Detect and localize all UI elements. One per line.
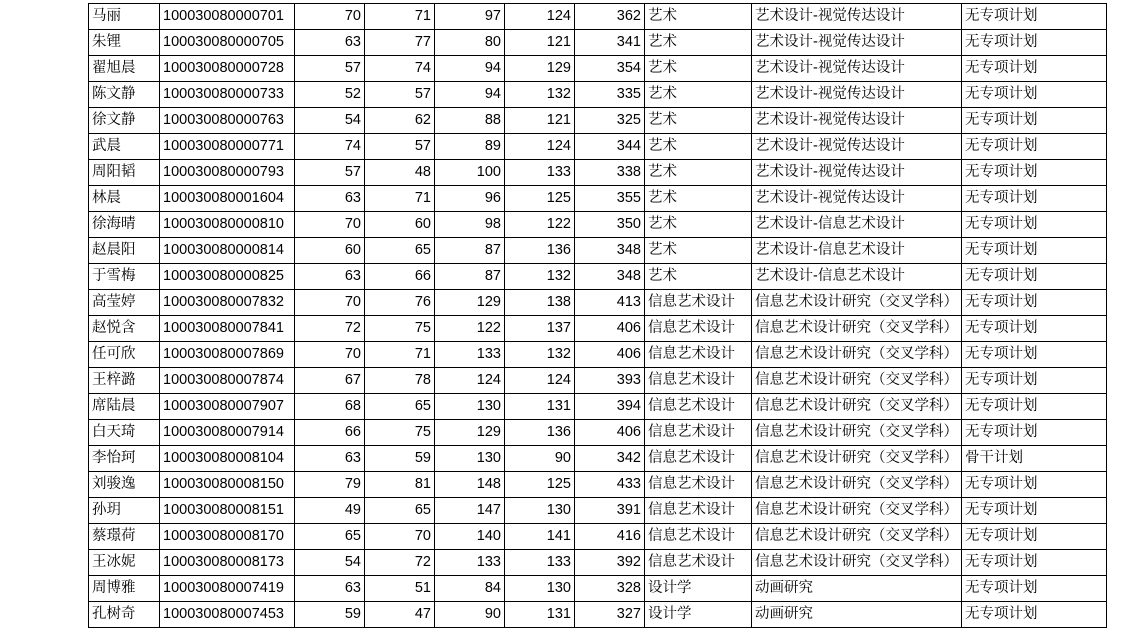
cell-name: 王梓潞 (89, 368, 160, 394)
cell-direction: 艺术设计-视觉传达设计 (752, 134, 962, 160)
cell-score-1: 59 (295, 602, 365, 628)
cell-direction: 信息艺术设计研究（交叉学科） (752, 290, 962, 316)
cell-plan: 无专项计划 (962, 134, 1107, 160)
cell-total: 335 (575, 82, 645, 108)
cell-score-3: 84 (435, 576, 505, 602)
cell-plan: 无专项计划 (962, 264, 1107, 290)
cell-major: 艺术 (645, 264, 752, 290)
cell-score-2: 65 (365, 498, 435, 524)
cell-score-1: 67 (295, 368, 365, 394)
cell-score-3: 147 (435, 498, 505, 524)
cell-plan: 无专项计划 (962, 576, 1107, 602)
cell-major: 信息艺术设计 (645, 290, 752, 316)
table-row (89, 108, 1107, 134)
cell-candidate-id: 100030080000814 (160, 238, 295, 264)
cell-plan: 无专项计划 (962, 290, 1107, 316)
cell-score-4: 132 (505, 342, 575, 368)
table-row (89, 56, 1107, 82)
cell-total: 391 (575, 498, 645, 524)
cell-score-2: 71 (365, 186, 435, 212)
table-row (89, 82, 1107, 108)
cell-major: 艺术 (645, 56, 752, 82)
cell-score-1: 49 (295, 498, 365, 524)
cell-candidate-id: 100030080007907 (160, 394, 295, 420)
cell-plan: 无专项计划 (962, 160, 1107, 186)
cell-plan: 无专项计划 (962, 316, 1107, 342)
cell-score-1: 54 (295, 550, 365, 576)
cell-score-2: 60 (365, 212, 435, 238)
cell-major: 信息艺术设计 (645, 472, 752, 498)
cell-total: 362 (575, 4, 645, 30)
cell-direction: 信息艺术设计研究（交叉学科） (752, 498, 962, 524)
cell-direction: 艺术设计-视觉传达设计 (752, 186, 962, 212)
cell-score-1: 57 (295, 160, 365, 186)
cell-score-1: 63 (295, 30, 365, 56)
score-table-container (88, 3, 1107, 628)
cell-major: 艺术 (645, 134, 752, 160)
cell-score-2: 59 (365, 446, 435, 472)
cell-score-4: 125 (505, 472, 575, 498)
cell-score-2: 77 (365, 30, 435, 56)
cell-major: 艺术 (645, 30, 752, 56)
cell-candidate-id: 100030080008170 (160, 524, 295, 550)
cell-score-4: 122 (505, 212, 575, 238)
cell-candidate-id: 100030080000728 (160, 56, 295, 82)
cell-score-4: 124 (505, 368, 575, 394)
table-row (89, 576, 1107, 602)
cell-score-1: 60 (295, 238, 365, 264)
cell-name: 刘骏逸 (89, 472, 160, 498)
cell-total: 348 (575, 264, 645, 290)
cell-score-1: 52 (295, 82, 365, 108)
cell-total: 344 (575, 134, 645, 160)
cell-name: 任可欣 (89, 342, 160, 368)
cell-major: 艺术 (645, 108, 752, 134)
cell-score-2: 51 (365, 576, 435, 602)
table-row (89, 30, 1107, 56)
cell-score-3: 98 (435, 212, 505, 238)
cell-name: 武晨 (89, 134, 160, 160)
table-row (89, 472, 1107, 498)
cell-name: 席陆晨 (89, 394, 160, 420)
cell-score-3: 97 (435, 4, 505, 30)
cell-score-2: 57 (365, 134, 435, 160)
cell-direction: 信息艺术设计研究（交叉学科） (752, 368, 962, 394)
cell-score-3: 88 (435, 108, 505, 134)
cell-candidate-id: 100030080000810 (160, 212, 295, 238)
table-row (89, 186, 1107, 212)
cell-score-3: 133 (435, 342, 505, 368)
table-row (89, 238, 1107, 264)
cell-score-2: 78 (365, 368, 435, 394)
cell-major: 信息艺术设计 (645, 368, 752, 394)
cell-score-3: 80 (435, 30, 505, 56)
table-row (89, 264, 1107, 290)
cell-score-3: 87 (435, 264, 505, 290)
cell-name: 赵悦含 (89, 316, 160, 342)
cell-score-4: 121 (505, 108, 575, 134)
cell-candidate-id: 100030080000733 (160, 82, 295, 108)
table-row (89, 420, 1107, 446)
cell-candidate-id: 100030080000701 (160, 4, 295, 30)
cell-score-1: 70 (295, 342, 365, 368)
table-row (89, 368, 1107, 394)
cell-name: 徐文静 (89, 108, 160, 134)
cell-total: 342 (575, 446, 645, 472)
cell-major: 信息艺术设计 (645, 394, 752, 420)
cell-major: 艺术 (645, 212, 752, 238)
table-row (89, 134, 1107, 160)
table-row (89, 4, 1107, 30)
cell-direction: 艺术设计-视觉传达设计 (752, 160, 962, 186)
cell-candidate-id: 100030080000763 (160, 108, 295, 134)
cell-candidate-id: 100030080000705 (160, 30, 295, 56)
cell-name: 白天琦 (89, 420, 160, 446)
cell-score-4: 132 (505, 264, 575, 290)
cell-candidate-id: 100030080007869 (160, 342, 295, 368)
cell-plan: 无专项计划 (962, 4, 1107, 30)
cell-plan: 无专项计划 (962, 524, 1107, 550)
cell-candidate-id: 100030080008104 (160, 446, 295, 472)
cell-score-3: 130 (435, 446, 505, 472)
table-row (89, 498, 1107, 524)
cell-score-4: 129 (505, 56, 575, 82)
cell-score-1: 66 (295, 420, 365, 446)
cell-score-1: 68 (295, 394, 365, 420)
cell-score-3: 133 (435, 550, 505, 576)
cell-score-4: 125 (505, 186, 575, 212)
cell-name: 孙玥 (89, 498, 160, 524)
cell-score-3: 90 (435, 602, 505, 628)
cell-direction: 艺术设计-视觉传达设计 (752, 30, 962, 56)
cell-plan: 无专项计划 (962, 498, 1107, 524)
cell-total: 406 (575, 420, 645, 446)
cell-major: 信息艺术设计 (645, 498, 752, 524)
cell-direction: 艺术设计-视觉传达设计 (752, 108, 962, 134)
cell-score-2: 70 (365, 524, 435, 550)
cell-direction: 艺术设计-视觉传达设计 (752, 56, 962, 82)
cell-score-3: 129 (435, 420, 505, 446)
cell-score-3: 124 (435, 368, 505, 394)
cell-candidate-id: 100030080008173 (160, 550, 295, 576)
cell-score-1: 74 (295, 134, 365, 160)
cell-name: 李怡珂 (89, 446, 160, 472)
cell-direction: 艺术设计-信息艺术设计 (752, 212, 962, 238)
cell-score-2: 72 (365, 550, 435, 576)
cell-plan: 无专项计划 (962, 108, 1107, 134)
admission-score-table (88, 3, 1107, 628)
cell-total: 325 (575, 108, 645, 134)
cell-direction: 动画研究 (752, 576, 962, 602)
cell-score-1: 54 (295, 108, 365, 134)
cell-major: 信息艺术设计 (645, 420, 752, 446)
cell-plan: 无专项计划 (962, 82, 1107, 108)
cell-name: 朱锂 (89, 30, 160, 56)
cell-score-1: 70 (295, 290, 365, 316)
cell-direction: 艺术设计-视觉传达设计 (752, 82, 962, 108)
cell-plan: 无专项计划 (962, 472, 1107, 498)
table-row (89, 160, 1107, 186)
cell-score-1: 79 (295, 472, 365, 498)
cell-total: 406 (575, 316, 645, 342)
cell-score-4: 132 (505, 82, 575, 108)
cell-direction: 信息艺术设计研究（交叉学科） (752, 316, 962, 342)
cell-score-2: 71 (365, 4, 435, 30)
cell-name: 于雪梅 (89, 264, 160, 290)
cell-score-2: 57 (365, 82, 435, 108)
cell-score-2: 75 (365, 420, 435, 446)
cell-name: 翟旭晨 (89, 56, 160, 82)
cell-score-2: 48 (365, 160, 435, 186)
cell-candidate-id: 100030080007419 (160, 576, 295, 602)
cell-direction: 信息艺术设计研究（交叉学科） (752, 394, 962, 420)
cell-plan: 无专项计划 (962, 212, 1107, 238)
cell-score-2: 75 (365, 316, 435, 342)
cell-score-1: 63 (295, 186, 365, 212)
cell-major: 艺术 (645, 4, 752, 30)
cell-direction: 信息艺术设计研究（交叉学科） (752, 420, 962, 446)
cell-total: 338 (575, 160, 645, 186)
cell-plan: 无专项计划 (962, 56, 1107, 82)
cell-score-3: 122 (435, 316, 505, 342)
cell-candidate-id: 100030080007453 (160, 602, 295, 628)
cell-plan: 无专项计划 (962, 368, 1107, 394)
cell-candidate-id: 100030080007874 (160, 368, 295, 394)
cell-score-4: 133 (505, 550, 575, 576)
cell-total: 354 (575, 56, 645, 82)
cell-candidate-id: 100030080007841 (160, 316, 295, 342)
cell-total: 394 (575, 394, 645, 420)
cell-score-2: 65 (365, 394, 435, 420)
cell-score-1: 70 (295, 212, 365, 238)
cell-major: 设计学 (645, 576, 752, 602)
cell-total: 327 (575, 602, 645, 628)
cell-total: 355 (575, 186, 645, 212)
cell-name: 赵晨阳 (89, 238, 160, 264)
cell-score-2: 47 (365, 602, 435, 628)
cell-score-3: 87 (435, 238, 505, 264)
cell-major: 信息艺术设计 (645, 342, 752, 368)
cell-total: 328 (575, 576, 645, 602)
cell-score-4: 141 (505, 524, 575, 550)
cell-total: 433 (575, 472, 645, 498)
cell-name: 王冰妮 (89, 550, 160, 576)
cell-major: 艺术 (645, 186, 752, 212)
cell-name: 周博雅 (89, 576, 160, 602)
table-row (89, 446, 1107, 472)
cell-direction: 信息艺术设计研究（交叉学科） (752, 524, 962, 550)
table-row (89, 290, 1107, 316)
cell-direction: 信息艺术设计研究（交叉学科） (752, 472, 962, 498)
cell-score-3: 129 (435, 290, 505, 316)
cell-name: 孔树奇 (89, 602, 160, 628)
cell-score-3: 94 (435, 56, 505, 82)
cell-score-4: 138 (505, 290, 575, 316)
cell-name: 蔡璟荷 (89, 524, 160, 550)
cell-total: 413 (575, 290, 645, 316)
cell-total: 393 (575, 368, 645, 394)
cell-score-4: 124 (505, 134, 575, 160)
table-row (89, 394, 1107, 420)
cell-name: 林晨 (89, 186, 160, 212)
cell-score-3: 148 (435, 472, 505, 498)
cell-score-2: 76 (365, 290, 435, 316)
cell-score-1: 57 (295, 56, 365, 82)
cell-score-1: 63 (295, 264, 365, 290)
cell-major: 信息艺术设计 (645, 446, 752, 472)
cell-score-1: 72 (295, 316, 365, 342)
cell-score-1: 63 (295, 446, 365, 472)
cell-score-4: 133 (505, 160, 575, 186)
cell-score-1: 70 (295, 4, 365, 30)
cell-total: 406 (575, 342, 645, 368)
table-row (89, 524, 1107, 550)
cell-plan: 无专项计划 (962, 342, 1107, 368)
cell-score-4: 136 (505, 238, 575, 264)
table-row (89, 550, 1107, 576)
cell-score-3: 89 (435, 134, 505, 160)
cell-plan: 骨干计划 (962, 446, 1107, 472)
cell-total: 416 (575, 524, 645, 550)
cell-score-3: 94 (435, 82, 505, 108)
cell-total: 350 (575, 212, 645, 238)
cell-major: 设计学 (645, 602, 752, 628)
cell-candidate-id: 100030080000793 (160, 160, 295, 186)
cell-score-3: 100 (435, 160, 505, 186)
cell-total: 348 (575, 238, 645, 264)
table-row (89, 212, 1107, 238)
cell-plan: 无专项计划 (962, 550, 1107, 576)
table-row (89, 316, 1107, 342)
cell-candidate-id: 100030080000825 (160, 264, 295, 290)
cell-score-3: 130 (435, 394, 505, 420)
cell-direction: 信息艺术设计研究（交叉学科） (752, 550, 962, 576)
cell-major: 信息艺术设计 (645, 524, 752, 550)
cell-major: 艺术 (645, 160, 752, 186)
cell-plan: 无专项计划 (962, 394, 1107, 420)
table-body (89, 4, 1107, 628)
cell-candidate-id: 100030080007914 (160, 420, 295, 446)
cell-plan: 无专项计划 (962, 186, 1107, 212)
cell-candidate-id: 100030080001604 (160, 186, 295, 212)
cell-candidate-id: 100030080008150 (160, 472, 295, 498)
cell-score-4: 130 (505, 576, 575, 602)
cell-name: 陈文静 (89, 82, 160, 108)
cell-major: 艺术 (645, 82, 752, 108)
cell-direction: 信息艺术设计研究（交叉学科） (752, 342, 962, 368)
cell-name: 高莹婷 (89, 290, 160, 316)
cell-major: 信息艺术设计 (645, 316, 752, 342)
cell-score-4: 131 (505, 394, 575, 420)
cell-score-3: 96 (435, 186, 505, 212)
cell-score-4: 121 (505, 30, 575, 56)
cell-candidate-id: 100030080000771 (160, 134, 295, 160)
cell-score-1: 63 (295, 576, 365, 602)
cell-plan: 无专项计划 (962, 238, 1107, 264)
cell-score-2: 81 (365, 472, 435, 498)
cell-plan: 无专项计划 (962, 420, 1107, 446)
cell-score-2: 65 (365, 238, 435, 264)
cell-score-4: 137 (505, 316, 575, 342)
cell-score-2: 74 (365, 56, 435, 82)
cell-direction: 艺术设计-视觉传达设计 (752, 4, 962, 30)
cell-score-4: 90 (505, 446, 575, 472)
cell-name: 马丽 (89, 4, 160, 30)
cell-candidate-id: 100030080008151 (160, 498, 295, 524)
cell-plan: 无专项计划 (962, 30, 1107, 56)
cell-direction: 艺术设计-信息艺术设计 (752, 238, 962, 264)
cell-candidate-id: 100030080007832 (160, 290, 295, 316)
cell-total: 392 (575, 550, 645, 576)
cell-direction: 动画研究 (752, 602, 962, 628)
cell-plan: 无专项计划 (962, 602, 1107, 628)
cell-direction: 信息艺术设计研究（交叉学科） (752, 446, 962, 472)
cell-score-2: 66 (365, 264, 435, 290)
cell-score-1: 65 (295, 524, 365, 550)
cell-major: 信息艺术设计 (645, 550, 752, 576)
cell-direction: 艺术设计-信息艺术设计 (752, 264, 962, 290)
cell-score-4: 131 (505, 602, 575, 628)
cell-total: 341 (575, 30, 645, 56)
cell-score-2: 62 (365, 108, 435, 134)
cell-name: 徐海晴 (89, 212, 160, 238)
table-row (89, 602, 1107, 628)
cell-score-4: 124 (505, 4, 575, 30)
cell-score-3: 140 (435, 524, 505, 550)
cell-score-2: 71 (365, 342, 435, 368)
table-row (89, 342, 1107, 368)
cell-name: 周阳韬 (89, 160, 160, 186)
cell-score-4: 136 (505, 420, 575, 446)
cell-score-4: 130 (505, 498, 575, 524)
cell-major: 艺术 (645, 238, 752, 264)
